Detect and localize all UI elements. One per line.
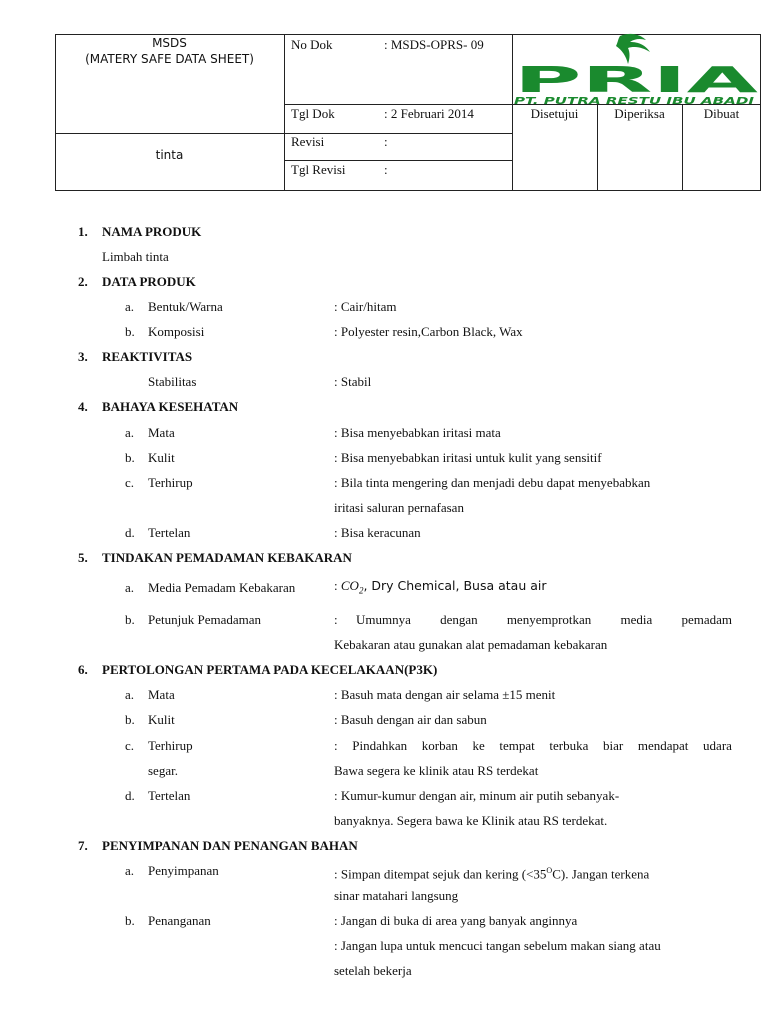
list-marker: c.: [125, 475, 135, 490]
list-marker: a.: [125, 687, 135, 702]
section-1-title: NAMA PRODUK: [102, 224, 202, 239]
field-value: : Bisa menyebabkan iritasi untuk kulit yang sensitif: [334, 450, 602, 465]
company-logo: [512, 32, 762, 106]
section-3-title: REAKTIVITAS: [102, 349, 193, 364]
field-label: Stabilitas: [148, 374, 197, 389]
product-name-text: Limbah tinta: [102, 249, 169, 264]
field-value-continued: sinar matahari langsung: [334, 888, 459, 903]
section-3-number: 3.: [78, 349, 88, 364]
storage-text-end: C). Jangan terkena: [552, 866, 650, 882]
section-4-title: BAHAYA KESEHATAN: [102, 399, 239, 414]
list-marker: b.: [125, 913, 135, 928]
list-marker: a.: [125, 299, 135, 314]
tgl-revisi-label: Tgl Revisi: [291, 162, 346, 177]
field-label: Media Pemadam Kebakaran: [148, 580, 296, 595]
word: menyemprotkan: [506, 612, 592, 627]
field-value: : Jangan lupa untuk mencuci tangan sebelum makan siang atau: [334, 938, 661, 953]
co2-formula: [340, 578, 364, 596]
section-4-number: 4.: [78, 399, 88, 414]
justified-line: [334, 738, 732, 754]
doc-title: MSDS: [152, 36, 187, 50]
field-label: Tertelan: [148, 525, 191, 540]
field-label: Komposisi: [148, 324, 205, 339]
field-value: : Polyester resin,Carbon Black, Wax: [334, 324, 523, 339]
header-divider: [284, 160, 512, 161]
word: Umumnya: [356, 612, 411, 627]
list-marker: b.: [125, 612, 135, 627]
field-value: : Bisa keracunan: [334, 525, 421, 540]
list-marker: a.: [125, 425, 135, 440]
field-label: Kulit: [148, 450, 175, 465]
field-value: [334, 578, 547, 599]
no-dok-value: : MSDS-OPRS- 09: [384, 37, 484, 52]
word: pemadam: [681, 612, 732, 627]
list-marker: b.: [125, 324, 135, 339]
list-marker: c.: [125, 738, 135, 753]
logo-company: PT. PUTRA RESTU IBU ABADI: [514, 96, 755, 106]
field-value: : Bila tinta mengering dan menjadi debu dapat menyebabkan: [334, 475, 651, 490]
field-value-continued: iritasi saluran pernafasan: [334, 500, 464, 515]
field-value: : Cair/hitam: [334, 299, 397, 314]
word: korban: [421, 738, 458, 753]
field-value-continued: Bawa segera ke klinik atau RS terdekat: [334, 763, 539, 778]
field-label: Mata: [148, 687, 175, 702]
field-value: : Kumur-kumur dengan air, minum air putih sebanyak-: [334, 788, 620, 803]
field-label: Bentuk/Warna: [148, 299, 223, 314]
field-value: : Jangan di buka di area yang banyak anginnya: [334, 913, 578, 928]
field-value-continued: banyaknya. Segera bawa ke Klinik atau RS terdekat.: [334, 813, 608, 828]
co2-subscript: 2: [358, 585, 364, 596]
field-value: : Bisa menyebabkan iritasi mata: [334, 425, 501, 440]
product-name: tinta: [155, 148, 184, 162]
section-6-number: 6.: [78, 662, 88, 677]
field-value-continued: Kebakaran atau gunakan alat pemadaman kebakaran: [334, 637, 608, 652]
section-6-title: PERTOLONGAN PERTAMA PADA KECELAKAAN(P3K): [102, 662, 438, 677]
word: biar: [603, 738, 624, 753]
list-marker: b.: [125, 450, 135, 465]
field-label: Petunjuk Pemadaman: [148, 612, 262, 627]
tgl-dok-value: : 2 Februari 2014: [384, 106, 474, 121]
word: terbuka: [549, 738, 589, 753]
logo-word: PRIA: [514, 60, 759, 101]
section-2-title: DATA PRODUK: [102, 274, 196, 289]
section-7-title: PENYIMPANAN DAN PENANGAN BAHAN: [102, 838, 358, 853]
field-label-continued: segar.: [148, 763, 178, 778]
section-7-number: 7.: [78, 838, 88, 853]
diperiksa-label: Diperiksa: [614, 106, 665, 121]
word: tempat: [499, 738, 535, 753]
disetujui-label: Disetujui: [530, 106, 579, 121]
colon: :: [334, 578, 338, 593]
word: media: [620, 612, 653, 627]
field-label: Penanganan: [148, 913, 211, 928]
revisi-value: :: [384, 134, 388, 149]
field-label: Tertelan: [148, 788, 191, 803]
doc-title-full: (MATERY SAFE DATA SHEET): [85, 52, 254, 66]
word: dengan: [440, 612, 478, 627]
degree-mark: O: [546, 866, 553, 875]
dibuat-label: Dibuat: [703, 106, 740, 121]
section-5-number: 5.: [78, 550, 88, 565]
word: udara: [703, 738, 732, 753]
no-dok-label: No Dok: [291, 37, 333, 52]
revisi-label: Revisi: [291, 134, 325, 149]
storage-text: : Simpan ditempat sejuk dan kering (<35: [334, 866, 547, 882]
word: mendapat: [637, 738, 689, 753]
word: ke: [472, 738, 485, 753]
list-marker: b.: [125, 712, 135, 727]
word: Pindahkan: [352, 738, 408, 753]
word: :: [334, 738, 338, 753]
list-marker: a.: [125, 580, 135, 595]
field-value: [334, 863, 649, 882]
header-divider: [55, 133, 284, 134]
field-label: Terhirup: [148, 738, 193, 753]
justified-line: [356, 612, 732, 628]
list-marker: d.: [125, 525, 135, 540]
section-2-number: 2.: [78, 274, 88, 289]
co-text: CO: [340, 578, 359, 593]
list-marker: a.: [125, 863, 135, 878]
field-label: Terhirup: [148, 475, 193, 490]
field-label: Kulit: [148, 712, 175, 727]
field-value: : Basuh dengan air dan sabun: [334, 712, 487, 727]
field-label: Penyimpanan: [148, 863, 219, 878]
colon: :: [334, 612, 338, 627]
field-value: : Stabil: [334, 374, 372, 389]
section-1-number: 1.: [78, 224, 88, 239]
tgl-revisi-value: :: [384, 162, 388, 177]
header-divider: [284, 34, 285, 191]
field-value-continued: setelah bekerja: [334, 963, 412, 978]
section-5-title: TINDAKAN PEMADAMAN KEBAKARAN: [102, 550, 352, 565]
field-value: : Basuh mata dengan air selama ±15 menit: [334, 687, 556, 702]
list-marker: d.: [125, 788, 135, 803]
field-label: Mata: [148, 425, 175, 440]
tgl-dok-label: Tgl Dok: [291, 106, 335, 121]
extinguisher-media: , Dry Chemical, Busa atau air: [363, 578, 547, 593]
